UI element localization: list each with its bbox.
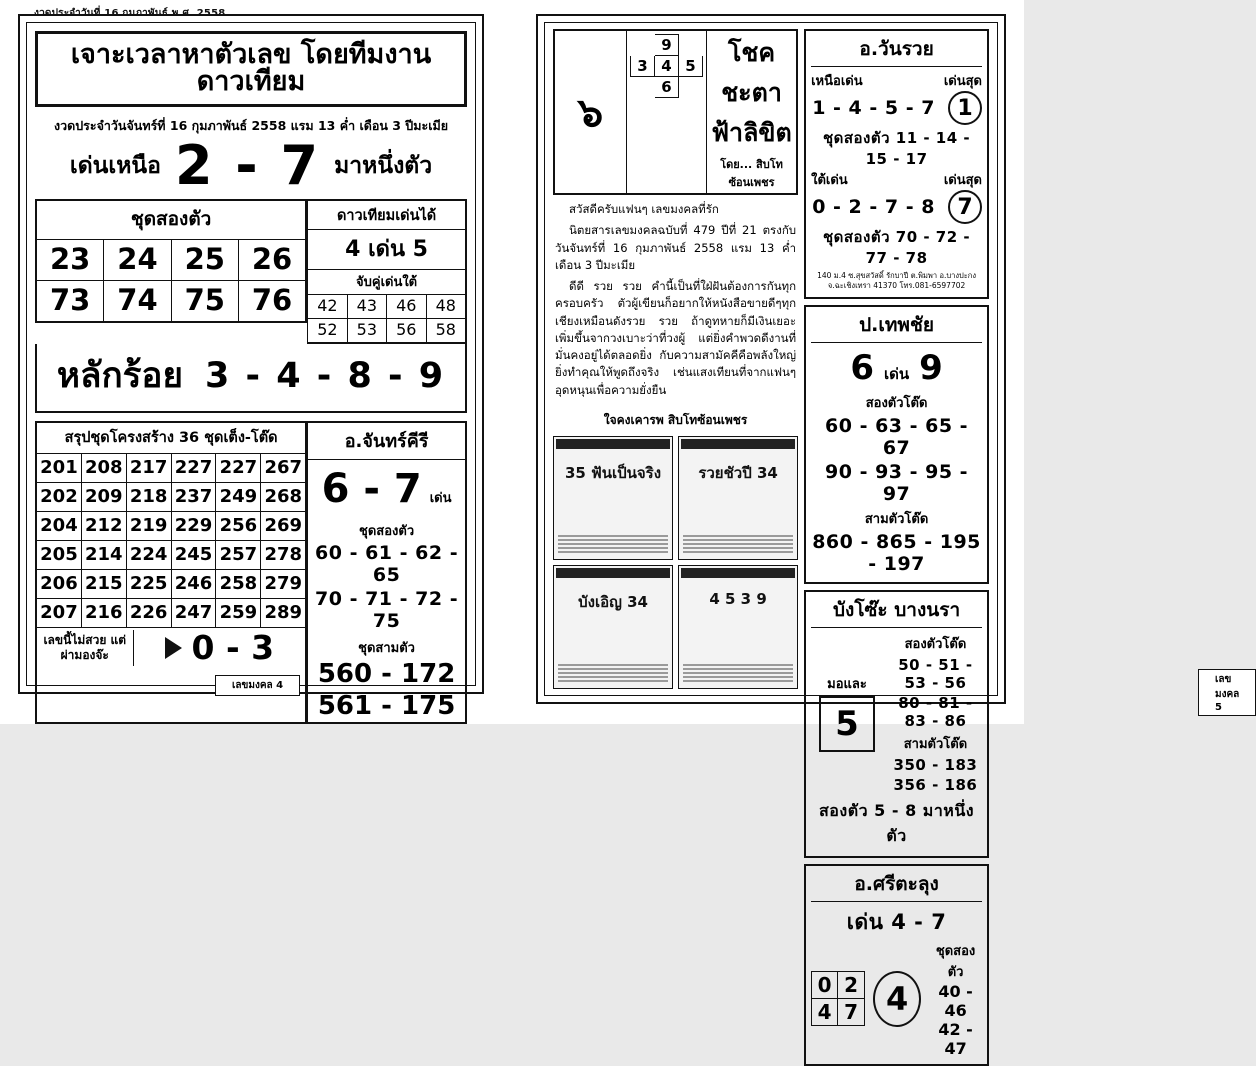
structure-cell: 247: [172, 598, 217, 627]
sritalung-cell: 4: [812, 998, 838, 1025]
awanruay-set2: ชุดสองตัว 11 - 14 - 15 - 17: [822, 129, 971, 168]
brand-text: [707, 31, 796, 193]
brand-byline: โดย... สิบโทซ้อนเพชร: [720, 158, 783, 189]
square-cell: [679, 77, 703, 98]
table-row: [37, 511, 305, 540]
awanruay-row2-right-label: เด่นสุด: [943, 173, 982, 188]
sritalung-cell: 7: [838, 998, 864, 1025]
dao-cell: 43: [348, 295, 387, 318]
dao-cell: 53: [348, 318, 387, 342]
thumbnail-caption: บังเอิญ 34: [578, 593, 648, 612]
bangna-title: บังโซ๊ะ บางนรา: [811, 595, 982, 628]
article-paragraph: สวัสดีครับแฟนๆ เลขมงคลที่รัก: [569, 202, 719, 216]
structure-result: [134, 628, 306, 667]
bangna-two-row: 50 - 51 - 53 - 56: [898, 655, 973, 692]
dao-grid: [308, 295, 465, 342]
dao-cell: 52: [308, 318, 347, 342]
bangna-box: [804, 590, 989, 858]
master-three-row: 561 - 175: [317, 691, 456, 722]
right-left-column: [553, 29, 798, 689]
thumb-lines: [683, 535, 793, 555]
thepchai-hero: [811, 346, 982, 390]
structure-cell: 227: [172, 454, 217, 482]
two-digit-cell: 25: [172, 240, 239, 280]
right-right-column: [804, 29, 989, 1058]
master-hero-number: 6 - 7: [321, 466, 422, 513]
bangna-two-label: สองตัวโต๊ด: [904, 636, 967, 652]
bangna-left: [811, 673, 883, 752]
structure-cell: 209: [82, 482, 127, 511]
awanruay-row2: [811, 190, 982, 224]
structure-cell: 229: [172, 511, 217, 540]
square-cell: 9: [655, 35, 679, 56]
sritalung-two-row: 42 - 47: [938, 1019, 973, 1058]
hundred-label: หลักร้อย: [56, 356, 183, 397]
dao-box: [307, 199, 467, 344]
awanruay-set3: ชุดสองตัว 70 - 72 - 77 - 78: [822, 228, 971, 267]
bangna-left-number: 5: [819, 696, 875, 752]
awanruay-row1-numbers: 1 - 4 - 5 - 7: [812, 97, 935, 119]
structure-grid: [37, 454, 305, 627]
awanruay-row2-label: ใต้เด่น: [811, 173, 848, 188]
structure-footer: [37, 627, 305, 667]
article-paragraph: นิตยสารเลขมงคลฉบับที่ 479 ปีที่ 21 ตรงกับวันจันทร์ที่ 16 กุมภาพันธ์ 2558 แรม 13 ค่ำ เดือน 3 ปีมะเมีย: [555, 223, 797, 272]
brand-subname: ฟ้าลิขิต: [711, 118, 792, 147]
structure-cell: 246: [172, 569, 217, 598]
two-digit-cell: 23: [37, 240, 104, 280]
thumb-lines: [558, 664, 668, 684]
dao-cell: 56: [387, 318, 426, 342]
bangna-left-word: มอและ: [827, 677, 867, 692]
master-hero: [308, 460, 465, 516]
left-middle-section: [35, 199, 467, 344]
structure-cell: 208: [82, 454, 127, 482]
thumbnail[interactable]: [553, 565, 673, 689]
thepchai-title: ป.เทพชัย: [811, 310, 982, 343]
two-digit-cell: 26: [251, 242, 293, 277]
sritalung-circle: 4: [873, 971, 921, 1027]
sritalung-title: อ.ศรีตะลุง: [811, 869, 982, 902]
hundred-numbers: 3 - 4 - 8 - 9: [204, 355, 446, 396]
structure-cell: 204: [37, 511, 82, 540]
table-row: [37, 598, 305, 627]
structure-cell: 224: [127, 540, 172, 569]
bangna-three-row: 350 - 183: [893, 755, 978, 774]
two-digit-title: ชุดสองตัว: [35, 199, 307, 240]
square-cell: 6: [655, 77, 679, 98]
thepchai-two-row: 60 - 63 - 65 - 67: [825, 414, 969, 459]
square-cell: [631, 77, 655, 98]
structure-cell: 267: [264, 457, 303, 479]
thumb-lines: [683, 664, 793, 684]
bangna-three-label: สามตัวโต๊ด: [903, 736, 968, 752]
article-paragraph: ดีดี รวย รวย คำนี้เป็นที่ใฝ่ฝันต้องการกันทุกครอบครัว ตัวผู้เขียนก็อยากให้หนังสือขายดีๆทุกเชียงเหมือนดังรวย รวย ถ้าดูทหายก็มีเงินเยอะเพิ่มขึ้นจากวงเบาะว่าที่วงผู้ แต่ยิ่งคำพวดดีงานที่มั่นคงอยู่ได้ตลอดยิ่ง กับความสามัคคีคือพลังใหญ่ยิ่งทำคุณให้พูดถึงจริง เช่นแสงเทียนที่จากแฟนๆ อุดหนุนเพื่อความยั่งยืน: [555, 279, 797, 397]
structure-cell: 237: [172, 482, 217, 511]
thepchai-two-label: สองตัวโต๊ด: [865, 395, 928, 411]
structure-cell: 206: [37, 569, 82, 598]
square-cell: 5: [679, 56, 703, 77]
dao-cell: 42: [308, 295, 347, 318]
hero-left-label: เด่นเหนือ: [69, 152, 161, 179]
structure-cell: 212: [82, 511, 127, 540]
structure-cell: 269: [261, 511, 305, 540]
dao-cell: 48: [435, 296, 456, 316]
structure-cell: 202: [37, 482, 82, 511]
thumb-header-bar: [556, 568, 670, 578]
bangna-main-row: [811, 631, 982, 795]
brand-mark-icon: ๖: [555, 31, 627, 193]
bangna-three-row: 356 - 186: [893, 775, 978, 794]
bangna-right: [889, 631, 982, 795]
thumbnail-caption: 35 ฟันเป็นจริง: [565, 464, 662, 483]
structure-result-number: 0 - 3: [191, 628, 275, 668]
awanruay-row1-labels: [811, 70, 982, 91]
thepchai-hero-left: 6: [850, 347, 874, 388]
master-two-row: 70 - 71 - 72 - 75: [315, 588, 459, 633]
master-two-label: ชุดสองตัว: [359, 524, 415, 540]
table-row: [308, 295, 465, 318]
awanruay-row1: [811, 91, 982, 125]
square-cell: [631, 35, 655, 56]
thumb-header-bar: [681, 568, 795, 578]
awanruay-box: [804, 29, 989, 299]
table-row: [812, 998, 864, 1025]
awanruay-address: 140 ม.4 ซ.สุขสวัสดิ์ รักบาปี ต.พิมพา อ.บางปะกง จ.ฉะเชิงเทรา 41370 โทร.081-6597702: [817, 271, 976, 290]
hundred-row: [35, 344, 467, 413]
thumb-header-bar: [681, 439, 795, 449]
structure-cell: 278: [261, 540, 305, 569]
sritalung-right: [929, 940, 982, 1058]
square-cell: [679, 35, 703, 56]
right-sheet: [536, 14, 1240, 1058]
master-three-row: 560 - 172: [317, 659, 456, 690]
structure-cell: 227: [216, 454, 261, 482]
two-digit-cell: 75: [172, 280, 239, 321]
sritalung-box: [804, 864, 989, 1066]
structure-cell: 216: [82, 598, 127, 627]
article-body: [553, 195, 798, 407]
left-title: เจาะเวลาหาตัวเลข โดยทีมงานดาวเทียม: [35, 31, 467, 107]
awanruay-row1-circle: 1: [948, 91, 982, 125]
thumbnail-caption: 4 5 3 9: [709, 590, 767, 609]
thumbnail[interactable]: [553, 436, 673, 560]
thepchai-three-row: 860 - 865 - 195 - 197: [812, 530, 981, 575]
awanruay-row2-labels: [811, 169, 982, 190]
two-digit-cell: 24: [104, 240, 171, 280]
structure-cell: 249: [216, 482, 261, 511]
structure-cell: 289: [261, 598, 305, 627]
structure-note: เลขนี้ไม่สวย แต่ผ่ามองจ๊ะ: [37, 630, 134, 666]
magic-square: [627, 31, 707, 193]
two-digit-cell: 76: [239, 280, 305, 321]
left-hero: [35, 134, 467, 197]
structure-cell: 279: [261, 569, 305, 598]
structure-cell: 219: [127, 511, 172, 540]
thumb-header-bar: [556, 439, 670, 449]
two-digit-grid: [35, 240, 307, 323]
sritalung-grid: [811, 971, 865, 1026]
structure-cell: 217: [127, 454, 172, 482]
table-row: [37, 454, 305, 482]
bangna-footer: สองตัว 5 - 8 มาหนึ่งตัว: [819, 800, 975, 845]
thumbnail[interactable]: [678, 565, 798, 689]
sritalung-cell: 0: [812, 972, 838, 998]
sritalung-main: [811, 940, 982, 1058]
awanruay-row2-numbers: 0 - 2 - 7 - 8: [812, 196, 935, 218]
dao-cell: 58: [427, 318, 465, 342]
table-row: [308, 318, 465, 342]
structure-cell: 245: [172, 540, 217, 569]
structure-cell: 257: [216, 540, 261, 569]
table-row: [37, 482, 305, 511]
table-row: [812, 972, 864, 998]
square-cell: 3: [631, 56, 655, 77]
structure-title: สรุปชุดโครงสร้าง 36 ชุดเต็ง-โต๊ด: [37, 423, 305, 454]
structure-cell: 258: [216, 569, 261, 598]
structure-cell: 256: [216, 511, 261, 540]
thepchai-hero-right: 9: [919, 347, 943, 388]
thumb-lines: [558, 535, 668, 555]
footer-tag-right: เลขมงคล 5: [1198, 669, 1256, 716]
master-two-row: 60 - 61 - 62 - 65: [315, 542, 459, 587]
master-hero-label: เด่น: [429, 491, 452, 507]
square-cell: 4: [655, 56, 679, 77]
two-digit-cell: 73: [37, 280, 104, 321]
hero-right-label: มาหนึ่งตัว: [334, 152, 433, 179]
thumbnail-grid: [553, 436, 798, 689]
table-row: [37, 569, 305, 598]
triangle-icon: [165, 637, 182, 659]
table-row: [37, 540, 305, 569]
bangna-two-row: 80 - 81 - 83 - 86: [898, 693, 973, 730]
structure-cell: 259: [216, 598, 261, 627]
awanruay-row1-right-label: เด่นสุด: [943, 74, 982, 89]
thepchai-box: [804, 305, 989, 584]
master-three-label: ชุดสามตัว: [358, 641, 415, 657]
structure-cell: 207: [37, 598, 82, 627]
thepchai-three-label: สามตัวโต๊ด: [864, 511, 929, 527]
dao-cell: 46: [387, 295, 426, 318]
sritalung-two-label: ชุดสองตัว: [935, 943, 976, 980]
sritalung-two-row: 40 - 46: [938, 981, 973, 1020]
thumbnail-caption: รวยชัวปี 34: [698, 464, 778, 483]
structure-cell: 218: [127, 482, 172, 511]
left-sheet: [18, 14, 484, 722]
structure-cell: 201: [37, 454, 82, 482]
structure-cell: 215: [82, 569, 127, 598]
structure-cell: 225: [127, 569, 172, 598]
sritalung-headline: เด่น 4 - 7: [846, 909, 947, 934]
master-title: อ.จันทร์คีรี: [308, 423, 465, 460]
awanruay-row2-circle: 7: [948, 190, 982, 224]
awanruay-row1-label: เหนือเด่น: [811, 74, 863, 89]
dao-sub: จับคู่เด่นใต้: [308, 269, 465, 295]
structure-cell: 226: [127, 598, 172, 627]
table-row: [37, 280, 305, 321]
dao-main: 4 เด่น 5: [345, 237, 428, 263]
article-signature: ใจคงเคารพ สิบโทซ้อนเพชร: [603, 412, 748, 427]
left-date-line: งวดประจำวันจันทร์ที่ 16 กุมภาพันธ์ 2558 แรม 13 ค่ำ เดือน 3 ปีมะเมีย: [53, 118, 449, 133]
thumbnail[interactable]: [678, 436, 798, 560]
awanruay-title: อ.วันรวย: [811, 34, 982, 67]
sritalung-cell: 2: [844, 973, 859, 997]
structure-cell: 205: [37, 540, 82, 569]
thepchai-hero-mid: เด่น: [883, 364, 910, 383]
thepchai-two-row: 90 - 93 - 95 - 97: [825, 460, 969, 505]
brand-header: [553, 29, 798, 195]
hero-number: 2 - 7: [174, 134, 321, 197]
table-row: [37, 240, 305, 280]
structure-cell: 268: [261, 482, 305, 511]
two-digit-cell: 74: [104, 280, 171, 321]
dao-title: ดาวเทียมเด่นได้: [308, 201, 465, 230]
structure-cell: 214: [82, 540, 127, 569]
brand-name: โชคชะตา: [721, 38, 782, 107]
footer-tag-left: เลขมงคล 4: [215, 675, 300, 696]
